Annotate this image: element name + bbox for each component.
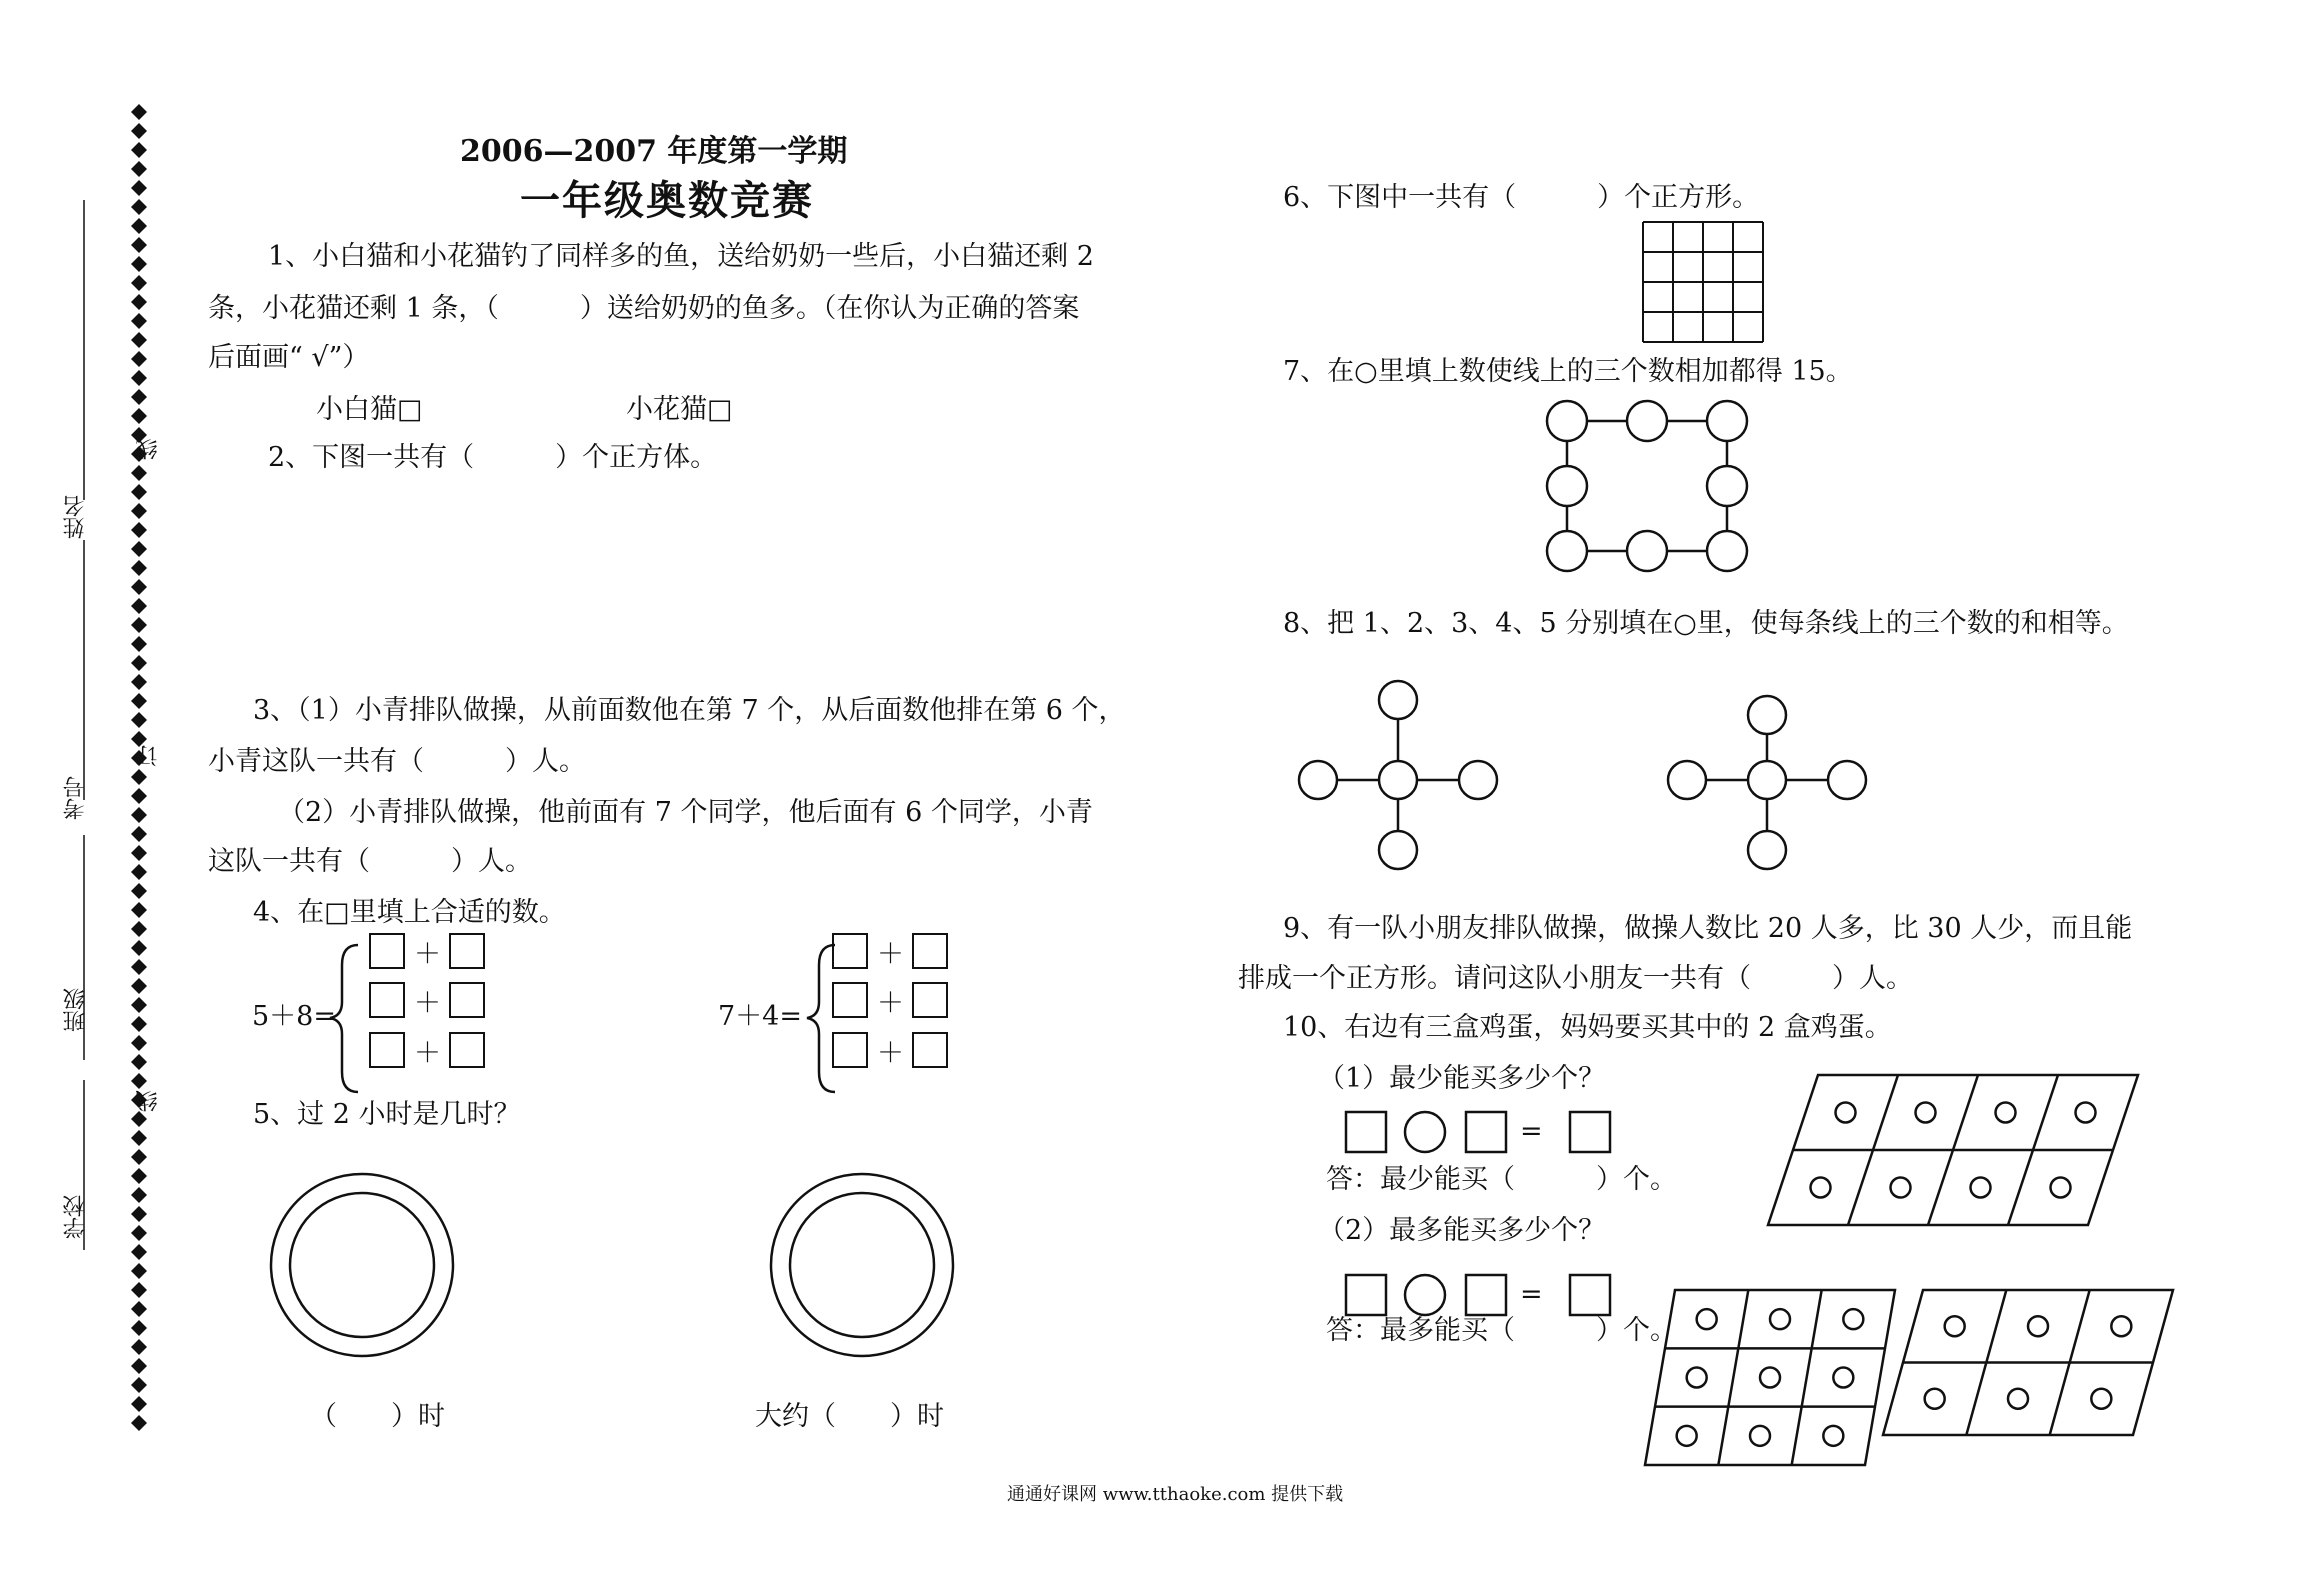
egg	[1971, 1178, 1991, 1198]
q4-box	[833, 1033, 867, 1067]
q3-line4: 这队一共有（ ）人。	[208, 846, 532, 877]
egg	[2091, 1389, 2111, 1409]
q10-equals-2: =	[1520, 1279, 1543, 1310]
q4-plus-sign: ＋	[877, 1038, 904, 1069]
q7-text: 7、在○里填上数使线上的三个数相加都得 15。	[1283, 356, 1853, 387]
margin-name-label: 姓名	[63, 495, 88, 539]
binding-diamond	[131, 1396, 147, 1412]
q4-box	[450, 1033, 484, 1067]
binding-diamond	[131, 332, 147, 348]
binding-diamond-column	[131, 104, 147, 1431]
binding-diamond	[131, 693, 147, 709]
egg	[2051, 1178, 2071, 1198]
q10-sub1: （1）最少能买多少个？	[1318, 1063, 1606, 1094]
margin-class-label: 班级	[63, 988, 88, 1032]
binding-diamond	[131, 674, 147, 690]
q4-box	[913, 934, 947, 968]
binding-diamond	[131, 1111, 147, 1127]
egg	[1996, 1103, 2016, 1123]
binding-diamond	[131, 560, 147, 576]
egg	[1836, 1103, 1856, 1123]
q1-option-white-cat[interactable]: 小白猫□	[316, 394, 423, 425]
q5-text: 5、过 2 小时是几时？	[253, 1099, 521, 1130]
binding-diamond	[131, 807, 147, 823]
seal-line-bottom: 线	[136, 1090, 161, 1112]
egg	[1697, 1309, 1717, 1329]
q8-cross-right	[1668, 696, 1866, 869]
q10-answer-1: 答：最少能买（ ）个。	[1326, 1164, 1677, 1195]
q5-answer-1: （ ）时	[310, 1401, 445, 1432]
page-footer: 通通好课网 www.tthaoke.com 提供下载	[1007, 1484, 1344, 1505]
egg	[1677, 1426, 1697, 1446]
binding-diamond	[131, 902, 147, 918]
q6-text: 6、下图中一共有（ ）个正方形。	[1283, 182, 1760, 213]
egg	[1750, 1426, 1770, 1446]
binding-diamond	[131, 959, 147, 975]
q3-line2: 小青这队一共有（ ）人。	[208, 746, 586, 777]
q4-plus-sign: ＋	[414, 1038, 441, 1069]
q4-equation-2: 7＋4=	[718, 1001, 802, 1032]
egg	[1760, 1368, 1780, 1388]
q4-right-brace	[807, 945, 835, 1092]
egg	[1823, 1426, 1843, 1446]
q1-line2: 条，小花猫还剩 1 条，（ ）送给奶奶的鱼多。（在你认为正确的答案	[208, 293, 1080, 324]
q1-line3: 后面画“ √”）	[208, 342, 370, 373]
binding-diamond	[131, 161, 147, 177]
q4-box	[833, 934, 867, 968]
egg	[2076, 1103, 2096, 1123]
q4-answer-boxes	[370, 934, 947, 1067]
q4-box	[450, 983, 484, 1017]
binding-diamond	[131, 978, 147, 994]
q4-plus-sign: ＋	[877, 988, 904, 1019]
binding-diamond	[131, 313, 147, 329]
egg	[1843, 1309, 1863, 1329]
binding-diamond	[131, 1358, 147, 1374]
q8-text: 8、把 1、2、3、4、5 分别填在○里，使每条线上的三个数的和相等。	[1283, 608, 2129, 639]
binding-diamond	[131, 1301, 147, 1317]
q1-line1: 1、小白猫和小花猫钓了同样多的鱼，送给奶奶一些后，小白猫还剩 2	[268, 241, 1094, 272]
binding-diamond	[131, 1035, 147, 1051]
seal-line-top: 线	[136, 438, 161, 460]
egg	[1770, 1309, 1790, 1329]
binding-diamond	[131, 541, 147, 557]
q4-box	[370, 934, 404, 968]
exam-year: 2006—2007 年度第一学期	[460, 134, 848, 169]
binding-diamond	[131, 1244, 147, 1260]
binding-diamond	[131, 389, 147, 405]
binding-diamond	[131, 104, 147, 120]
binding-diamond	[131, 199, 147, 215]
binding-diamond	[131, 275, 147, 291]
q8-cross-left	[1299, 681, 1497, 869]
binding-diamond	[131, 921, 147, 937]
binding-diamond	[131, 503, 147, 519]
q4-box	[370, 1033, 404, 1067]
binding-diamond	[131, 1187, 147, 1203]
binding-diamond	[131, 1339, 147, 1355]
binding-diamond	[131, 294, 147, 310]
binding-diamond	[131, 142, 147, 158]
q9-line1: 9、有一队小朋友排队做操，做操人数比 20 人多，比 30 人少，而且能	[1283, 913, 2133, 944]
binding-diamond	[131, 256, 147, 272]
binding-diamond	[131, 617, 147, 633]
binding-diamond	[131, 237, 147, 253]
binding-diamond	[131, 864, 147, 880]
binding-diamond	[131, 1130, 147, 1146]
binding-diamond	[131, 1016, 147, 1032]
q3-line1: 3、（1）小青排队做操，从前面数他在第 7 个，从后面数他排在第 6 个，	[253, 695, 1126, 726]
q10-expression-2	[1346, 1275, 1610, 1315]
binding-diamond	[131, 636, 147, 652]
q4-box	[370, 983, 404, 1017]
binding-diamond	[131, 997, 147, 1013]
q4-plus-sign: ＋	[414, 939, 441, 970]
egg-box-9	[1645, 1290, 1895, 1465]
binding-diamond	[131, 579, 147, 595]
binding-diamond	[131, 1206, 147, 1222]
q9-line2: 排成一个正方形。请问这队小朋友一共有（ ）人。	[1238, 963, 1913, 994]
q4-text: 4、在□里填上合适的数。	[253, 897, 566, 928]
binding-diamond	[131, 598, 147, 614]
q3-line3: （2）小青排队做操，他前面有 7 个同学，他后面有 6 个同学，小青	[278, 797, 1093, 828]
egg-box-8	[1768, 1075, 2138, 1225]
q10-equals-1: =	[1520, 1116, 1543, 1147]
egg	[1811, 1178, 1831, 1198]
q5-clock-left	[271, 1174, 453, 1356]
q4-equation-1: 5＋8=	[252, 1001, 336, 1032]
binding-diamond	[131, 351, 147, 367]
q4-box	[450, 934, 484, 968]
binding-diamond	[131, 845, 147, 861]
q1-option-flower-cat[interactable]: 小花猫□	[626, 394, 733, 425]
margin-exam-no-label: 考号	[63, 776, 88, 820]
egg	[1687, 1368, 1707, 1388]
binding-diamond	[131, 218, 147, 234]
binding-diamond	[131, 370, 147, 386]
binding-diamond	[131, 1225, 147, 1241]
binding-diamond	[131, 1168, 147, 1184]
binding-diamond	[131, 1054, 147, 1070]
binding-diamond	[131, 712, 147, 728]
seal-mid: 订	[136, 745, 161, 767]
binding-diamond	[131, 655, 147, 671]
q4-box	[913, 1033, 947, 1067]
binding-diamond	[131, 484, 147, 500]
binding-diamond	[131, 465, 147, 481]
egg-box-6	[1883, 1290, 2173, 1435]
q2-text: 2、下图一共有（ ）个正方体。	[268, 442, 718, 473]
q7-circle-frame	[1547, 401, 1747, 571]
binding-diamond	[131, 408, 147, 424]
egg	[1916, 1103, 1936, 1123]
binding-diamond	[131, 1415, 147, 1431]
binding-diamond	[131, 1320, 147, 1336]
q10-expression-1	[1346, 1112, 1610, 1152]
egg	[2111, 1316, 2131, 1336]
exam-title: 一年级奥数竞赛	[520, 177, 814, 224]
binding-diamond	[131, 522, 147, 538]
binding-diamond	[131, 1149, 147, 1165]
q4-plus-sign: ＋	[414, 988, 441, 1019]
binding-diamond	[131, 1282, 147, 1298]
q4-box	[833, 983, 867, 1017]
margin-school-label: 学校	[63, 1195, 88, 1239]
q10-text: 10、右边有三盒鸡蛋，妈妈要买其中的 2 盒鸡蛋。	[1283, 1012, 1892, 1043]
q6-square-grid	[1643, 222, 1763, 342]
binding-diamond	[131, 788, 147, 804]
binding-diamond	[131, 1073, 147, 1089]
binding-diamond	[131, 769, 147, 785]
egg	[2028, 1316, 2048, 1336]
egg	[1945, 1316, 1965, 1336]
binding-diamond	[131, 180, 147, 196]
egg	[1891, 1178, 1911, 1198]
egg	[1833, 1368, 1853, 1388]
egg	[2008, 1389, 2028, 1409]
q10-sub2: （2）最多能买多少个？	[1318, 1215, 1606, 1246]
binding-diamond	[131, 1263, 147, 1279]
binding-diamond	[131, 826, 147, 842]
q5-answer-2: 大约（ ）时	[755, 1401, 944, 1432]
binding-diamond	[131, 883, 147, 899]
q4-box	[913, 983, 947, 1017]
binding-diamond	[131, 123, 147, 139]
binding-diamond	[131, 1377, 147, 1393]
q4-plus-sign: ＋	[877, 939, 904, 970]
egg	[1925, 1389, 1945, 1409]
binding-diamond	[131, 940, 147, 956]
q5-clock-right	[771, 1174, 953, 1356]
q10-answer-2: 答：最多能买（ ）个。	[1326, 1315, 1677, 1346]
